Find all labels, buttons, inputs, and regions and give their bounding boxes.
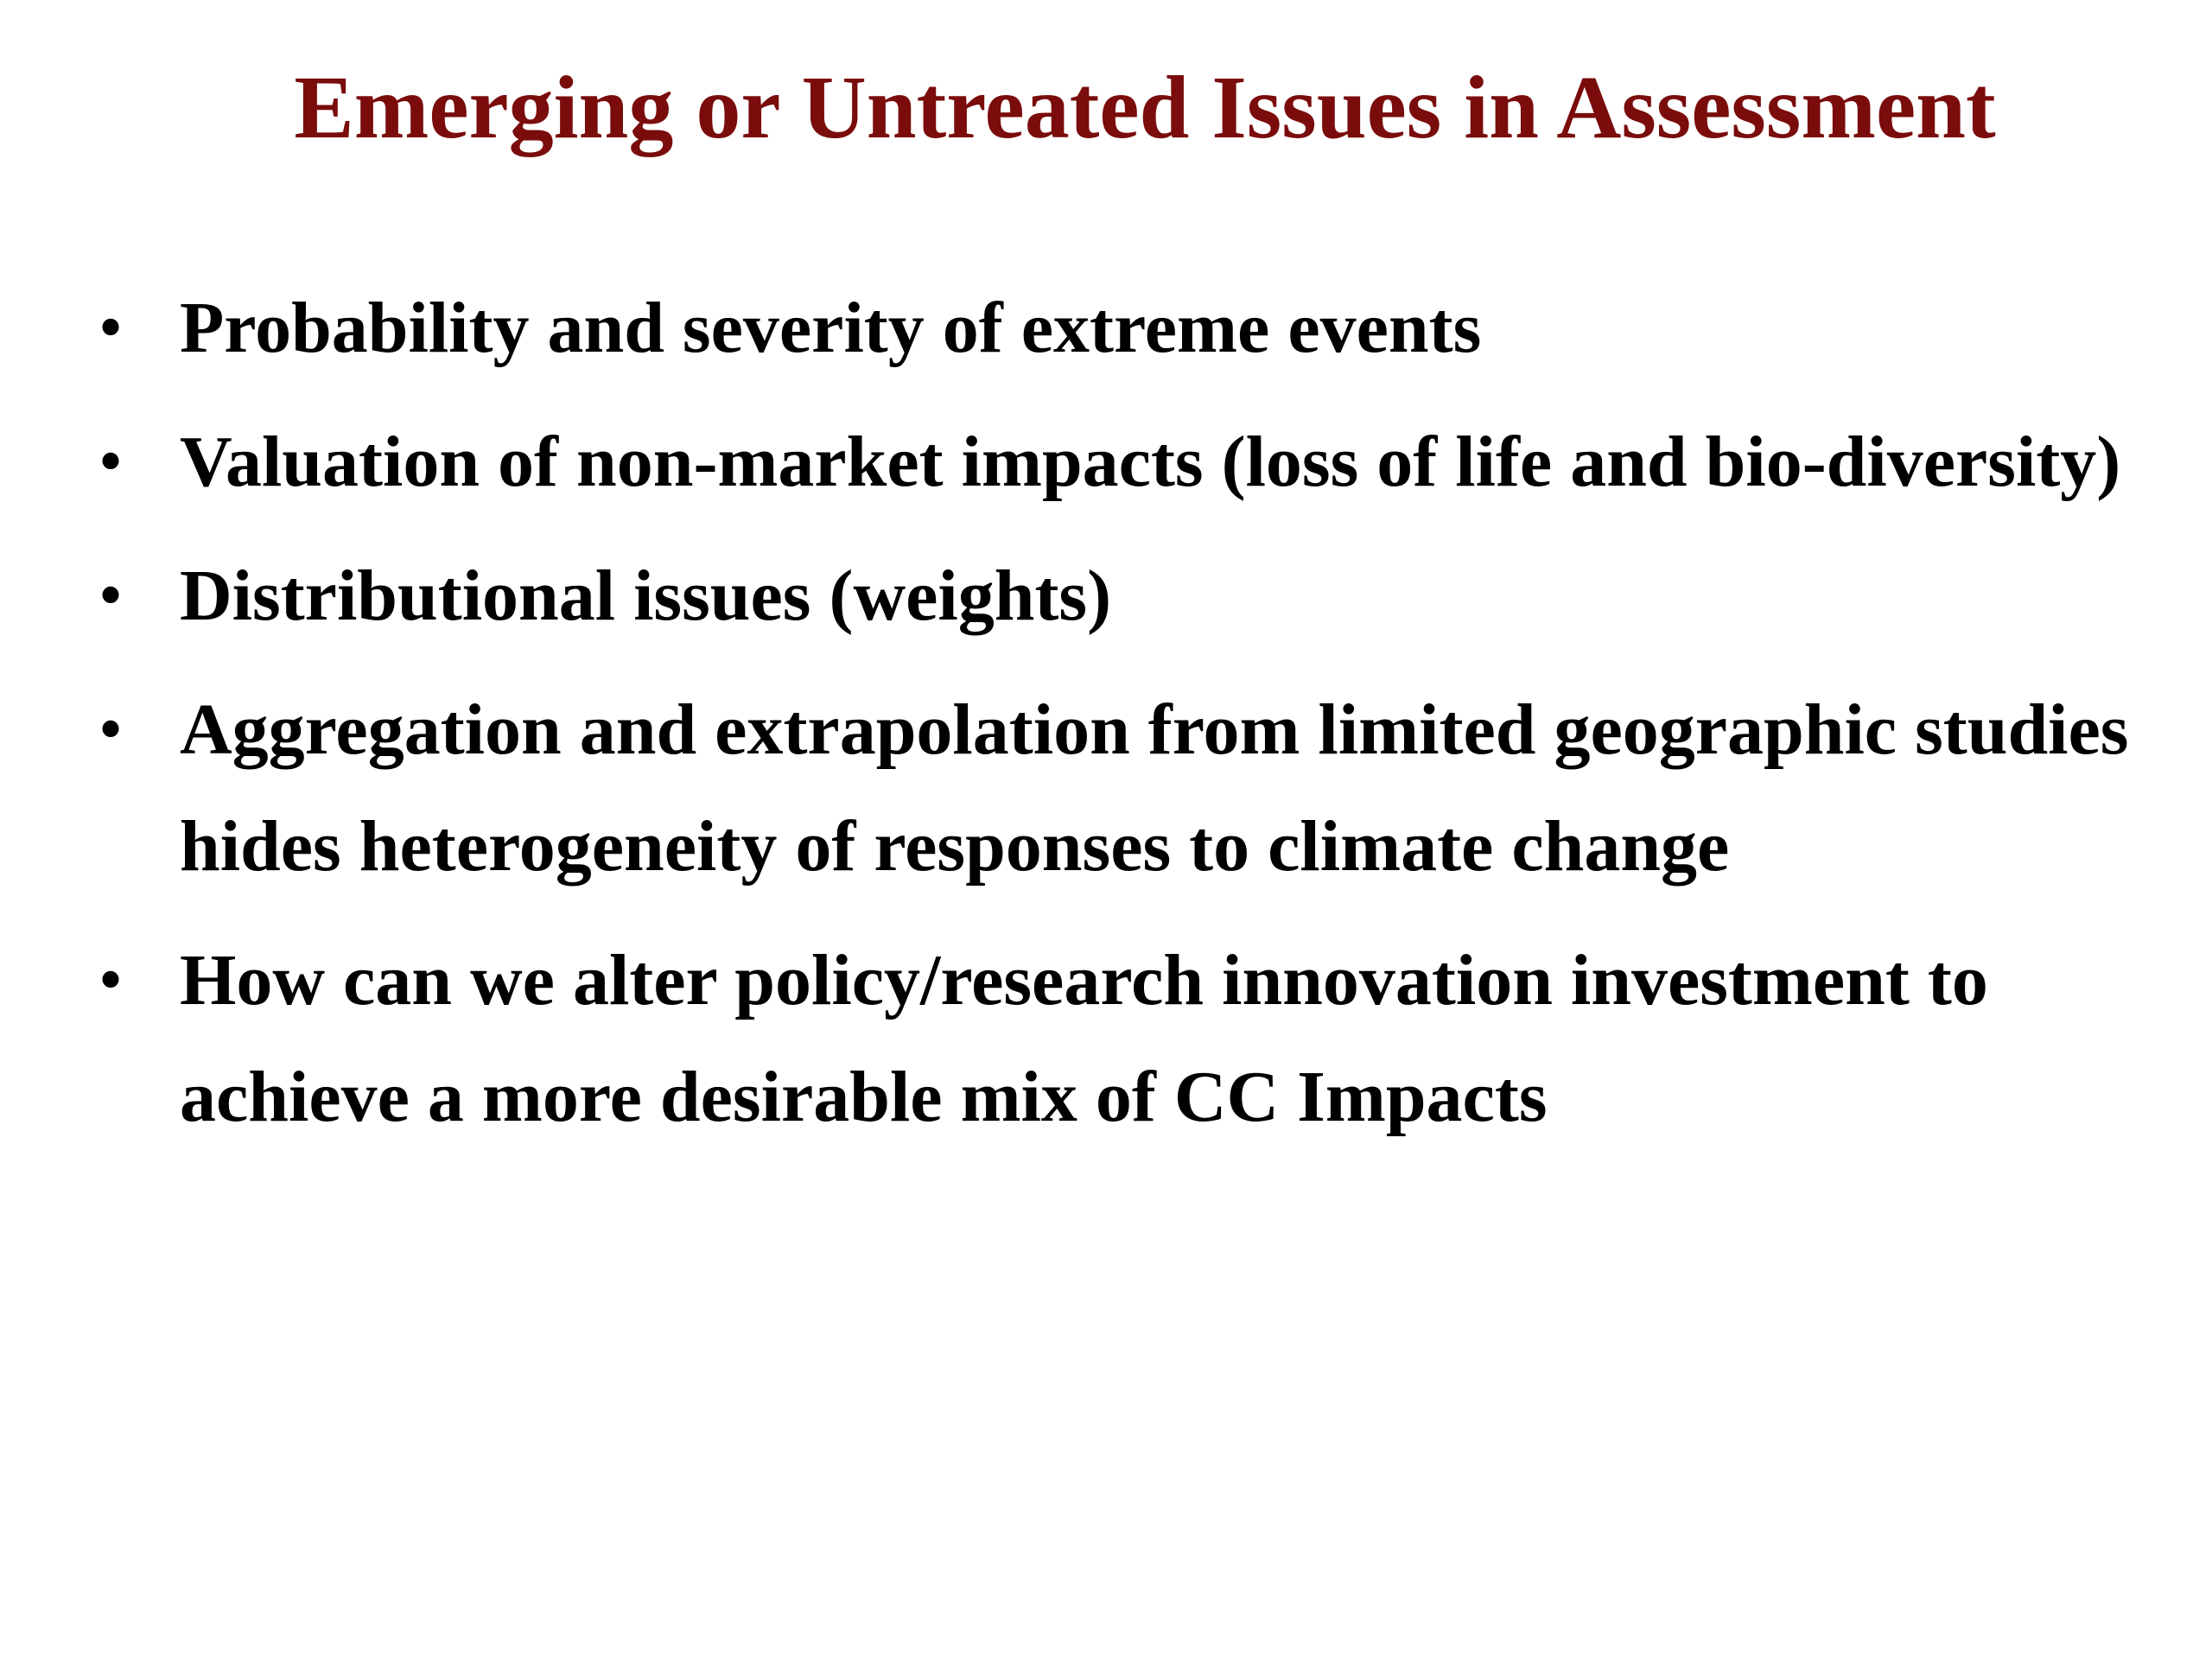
bullet-item <box>93 404 2202 520</box>
slide-title: Emerging or Untreated Issues in Assessment <box>294 58 1996 157</box>
bullet-text <box>180 404 2202 520</box>
bullet-text <box>180 537 2202 654</box>
bullet-line: hides heterogeneity of responses to climate change <box>180 806 1730 887</box>
bullet-marker: • <box>98 289 123 365</box>
bullet-item <box>93 671 2202 905</box>
bullet-text <box>180 671 2202 905</box>
bullet-item <box>93 270 2202 386</box>
bullet-text <box>180 270 2202 386</box>
bullet-item <box>93 922 2202 1155</box>
bullet-marker: • <box>98 942 123 1018</box>
bullet-marker: • <box>98 691 123 767</box>
bullet-item <box>93 537 2202 654</box>
bullet-line: Aggregation and extrapolation from limited geographic studies <box>180 690 2129 770</box>
bullet-list <box>93 270 2202 1155</box>
bullet-marker: • <box>98 423 123 499</box>
bullet-line: Distributional issues (weights) <box>180 556 1112 636</box>
bullet-line: Valuation of non-market impacts (loss of life and bio-diversity) <box>180 422 2121 502</box>
bullet-text <box>180 922 2202 1155</box>
bullet-line: Probability and severity of extreme events <box>180 288 1482 368</box>
bullet-line: How can we alter policy/research innovation investment to <box>180 940 1988 1020</box>
bullet-marker: • <box>98 557 123 633</box>
bullet-line: achieve a more desirable mix of CC Impacts <box>180 1057 1548 1137</box>
